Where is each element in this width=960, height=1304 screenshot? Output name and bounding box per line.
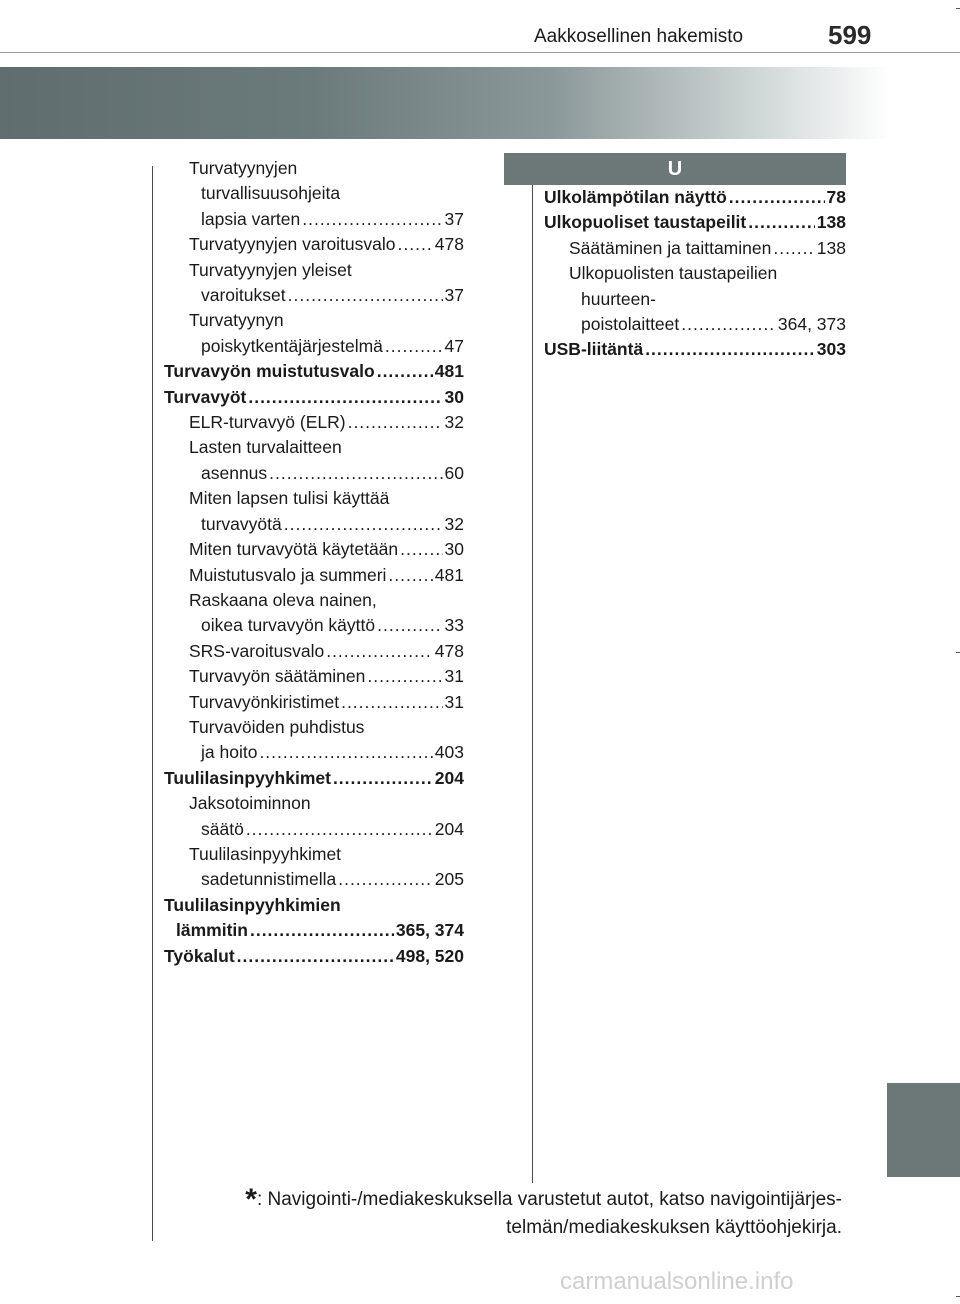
page-number: 599 xyxy=(828,20,872,50)
index-entry xyxy=(164,461,464,486)
index-entry-label: lämmitin xyxy=(176,920,248,941)
header-banner xyxy=(0,67,890,139)
index-entry xyxy=(164,613,464,638)
index-entry xyxy=(164,359,464,384)
index-entry-label: ja hoito xyxy=(201,742,258,763)
index-entry-label: sadetunnistimella xyxy=(201,869,337,890)
index-entry-page: 138 xyxy=(816,237,846,258)
footnote-line-2: telmän/mediakeskuksen käyttöohjekirja. xyxy=(506,1217,842,1238)
index-entry xyxy=(164,385,464,410)
index-entry-leader xyxy=(348,410,443,435)
index-entry xyxy=(164,639,464,664)
index-entry-page: 37 xyxy=(444,285,464,306)
index-entry-page: 303 xyxy=(816,339,846,360)
index-entry-label: turvallisuusohjeita xyxy=(201,183,341,204)
index-entry-leader xyxy=(773,236,814,261)
index-entry xyxy=(164,334,464,359)
index-entry-page: 31 xyxy=(444,666,464,687)
index-entry-leader xyxy=(302,207,442,232)
index-entry-leader xyxy=(388,563,432,588)
index-entry-label: Työkalut xyxy=(164,945,235,966)
footnote-marker: * xyxy=(245,1183,257,1216)
index-entry xyxy=(164,588,464,613)
index-entry-page: 478 xyxy=(434,640,464,661)
index-entry-leader xyxy=(326,639,433,664)
index-entry-label: Turvatyynyjen varoitusvalo xyxy=(189,234,396,255)
index-entry-label: lapsia varten xyxy=(201,208,301,229)
index-entry-label: Muistutusvalo ja summeri xyxy=(189,564,387,585)
index-entry-page: 204 xyxy=(434,767,464,788)
index-entry-label: Ulkopuoliset taustapeilit xyxy=(544,212,747,233)
index-entry xyxy=(164,867,464,892)
index-entry-leader xyxy=(259,740,432,765)
index-entry-leader xyxy=(748,210,815,235)
index-entry xyxy=(544,312,846,337)
index-entry xyxy=(164,156,464,181)
index-entry xyxy=(164,690,464,715)
index-entry-label: Turvatyynyjen xyxy=(189,158,298,178)
index-entry-leader xyxy=(248,385,442,410)
index-entry-leader xyxy=(246,817,433,842)
index-entry-page: 47 xyxy=(444,335,464,356)
index-entry-leader xyxy=(385,334,443,359)
index-entry-page: 204 xyxy=(434,818,464,839)
index-entry xyxy=(164,740,464,765)
index-entry xyxy=(164,664,464,689)
column-divider-middle xyxy=(532,185,533,1183)
index-entry-page: 32 xyxy=(444,412,464,433)
index-entry xyxy=(164,791,464,816)
crop-mark xyxy=(956,1296,960,1297)
index-entry-label: Turvatyynyjen yleiset xyxy=(189,259,352,280)
index-entry-label: säätö xyxy=(201,818,244,839)
index-entry-leader xyxy=(284,512,443,537)
index-entry-page: 364, 373 xyxy=(777,314,846,335)
index-entry xyxy=(164,715,464,740)
index-entry-label: poiskytkentäjärjestelmä xyxy=(201,335,383,356)
index-entry-label: Jaksotoiminnon xyxy=(189,793,311,814)
index-entry-leader xyxy=(367,664,442,689)
index-entry-label: poistolaitteet xyxy=(581,314,680,335)
index-entry-page: 481 xyxy=(434,564,464,585)
index-entry-leader xyxy=(729,185,825,210)
index-entry-leader xyxy=(400,537,442,562)
index-entry-page: 30 xyxy=(444,386,464,407)
index-entry-leader xyxy=(377,613,442,638)
index-entry-page: 60 xyxy=(444,462,464,483)
index-entry-label: Turvavyönkiristimet xyxy=(189,691,340,712)
index-entry-page: 478 xyxy=(434,234,464,255)
index-entry xyxy=(164,766,464,791)
index-entry xyxy=(544,210,846,235)
index-entry xyxy=(544,287,846,312)
index-entry-page: 30 xyxy=(444,539,464,560)
index-entry-page: 205 xyxy=(434,869,464,890)
index-entry-leader xyxy=(269,461,442,486)
index-entry xyxy=(164,486,464,511)
index-entry xyxy=(544,185,846,210)
index-entry xyxy=(164,435,464,460)
index-entry-label: Turvatyynyn xyxy=(189,310,284,331)
header-rule xyxy=(0,52,960,53)
index-column-right xyxy=(544,185,846,363)
index-entry-leader xyxy=(288,283,443,308)
chapter-tab xyxy=(887,1083,960,1177)
index-entry xyxy=(164,817,464,842)
letter-header-u: U xyxy=(504,153,846,185)
index-entry xyxy=(164,563,464,588)
footnote xyxy=(142,1183,842,1242)
index-entry xyxy=(544,236,846,261)
index-entry-page: 365, 374 xyxy=(395,920,464,941)
index-entry-leader xyxy=(333,766,433,791)
index-entry xyxy=(544,337,846,362)
index-entry-label: Miten lapsen tulisi käyttää xyxy=(189,488,390,509)
index-entry-label: Turvavyöt xyxy=(164,386,247,407)
index-entry xyxy=(164,893,464,918)
index-entry-label: Turvavöiden puhdistus xyxy=(189,716,365,737)
index-entry xyxy=(164,181,464,206)
index-entry-label: oikea turvavyön käyttö xyxy=(201,615,376,636)
index-entry-label: varoitukset xyxy=(201,285,286,306)
watermark: carmanualsonline.info xyxy=(560,1268,794,1295)
index-entry-leader xyxy=(681,312,776,337)
index-entry-page: 138 xyxy=(816,212,846,233)
footnote-line-1 xyxy=(142,1183,842,1216)
index-entry-label: Tuulilasinpyyhkimien xyxy=(164,894,341,915)
index-entry xyxy=(164,842,464,867)
index-entry xyxy=(164,944,464,969)
index-entry xyxy=(164,512,464,537)
crop-mark xyxy=(956,652,960,653)
index-entry-label: Ulkolämpötilan näyttö xyxy=(544,187,727,207)
index-entry-label: Turvavyön muistutusvalo xyxy=(164,361,375,382)
index-entry-page: 78 xyxy=(826,187,846,207)
index-entry-leader xyxy=(250,918,394,943)
index-entry-label: turvavyötä xyxy=(201,513,282,534)
index-entry xyxy=(164,232,464,257)
index-entry xyxy=(164,258,464,283)
index-entry-page: 481 xyxy=(434,361,464,382)
index-entry xyxy=(164,207,464,232)
index-entry-label: Turvavyön säätäminen xyxy=(189,666,366,687)
index-entry-label: Säätäminen ja taittaminen xyxy=(569,237,772,258)
index-entry-page: 403 xyxy=(434,742,464,763)
index-entry-leader xyxy=(377,359,433,384)
index-entry-label: Lasten turvalaitteen xyxy=(189,437,342,458)
index-entry-label: Tuulilasinpyyhkimet xyxy=(164,767,331,788)
crop-mark xyxy=(956,8,960,9)
index-entry-label: asennus xyxy=(201,462,268,483)
index-entry xyxy=(164,308,464,333)
index-entry-label: SRS-varoitusvalo xyxy=(189,640,325,661)
index-entry-leader xyxy=(645,337,815,362)
index-entry-page: 31 xyxy=(444,691,464,712)
index-entry xyxy=(164,410,464,435)
index-entry-leader xyxy=(237,944,394,969)
index-entry xyxy=(544,261,846,286)
index-entry-leader xyxy=(341,690,442,715)
index-entry xyxy=(164,918,464,943)
index-entry-label: Tuulilasinpyyhkimet xyxy=(189,843,342,864)
index-entry-leader xyxy=(338,867,433,892)
column-divider-left xyxy=(152,166,153,1241)
index-entry-label: Raskaana oleva nainen, xyxy=(189,589,377,610)
index-entry-page: 33 xyxy=(444,615,464,636)
index-column-left xyxy=(164,156,464,969)
index-entry xyxy=(164,283,464,308)
index-entry-label: Ulkopuolisten taustapeilien xyxy=(569,263,778,284)
index-entry-page: 32 xyxy=(444,513,464,534)
index-entry-label: Miten turvavyötä käytetään xyxy=(189,539,399,560)
index-entry-page: 498, 520 xyxy=(395,945,464,966)
index-entry-label: USB-liitäntä xyxy=(544,339,644,360)
footnote-text-1: : Navigointi-/mediakeskuksella varustetut autot, katso navigointijärjes- xyxy=(256,1189,842,1210)
section-title: Aakkosellinen hakemisto xyxy=(534,26,744,47)
index-entry xyxy=(164,537,464,562)
index-entry-leader xyxy=(398,232,433,257)
index-entry-label: ELR-turvavyö (ELR) xyxy=(189,412,346,433)
index-entry-label: huurteen- xyxy=(581,288,656,309)
index-entry-page: 37 xyxy=(444,208,464,229)
